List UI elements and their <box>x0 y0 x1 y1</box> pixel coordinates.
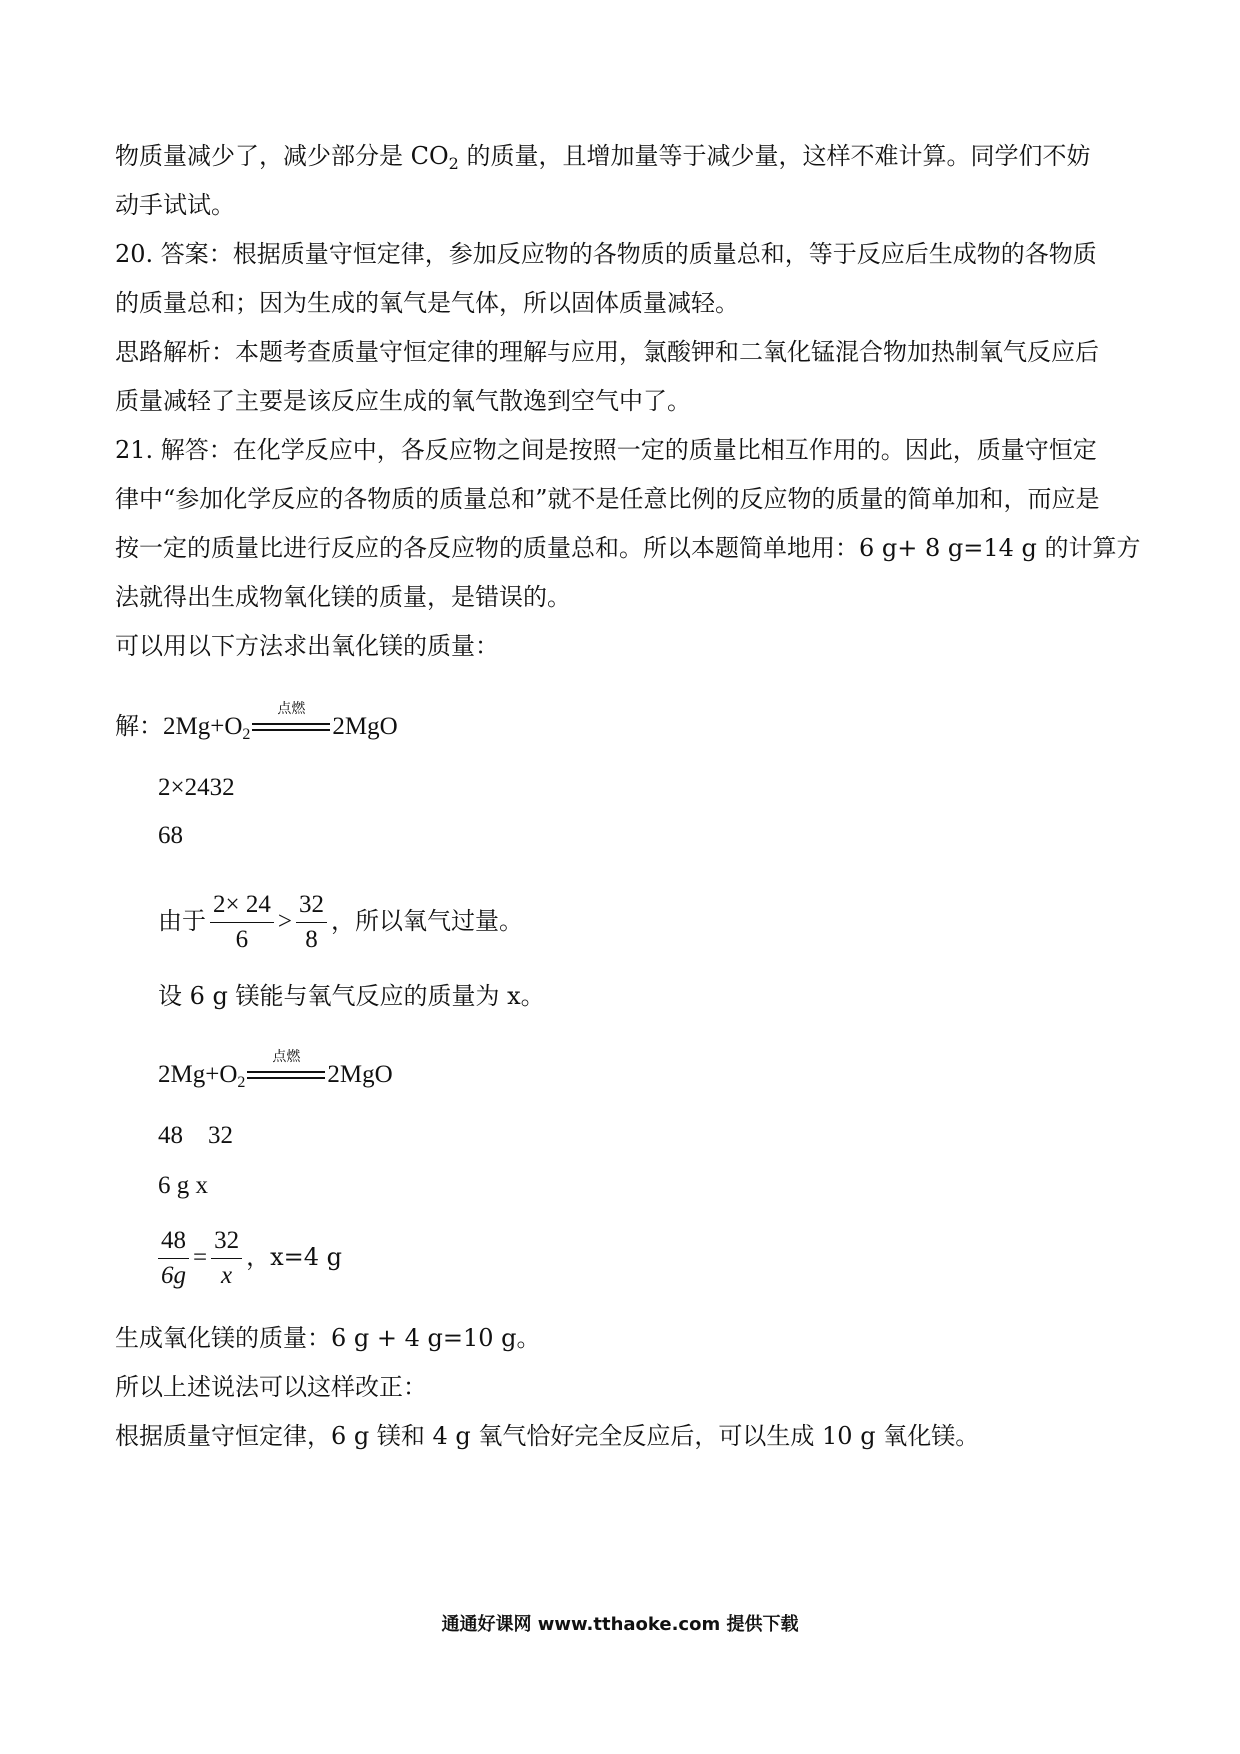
mass-ratio-line: 2×2432 <box>158 774 235 801</box>
proportion-line <box>158 1222 1168 1292</box>
denominator: 6 <box>235 926 249 953</box>
answer-20-line: 的质量总和；因为生成的氧气是气体，所以固体质量减轻。 <box>115 289 739 317</box>
page-footer: 通通好课网 www.tthaoke.com 提供下载 <box>441 1614 799 1635</box>
given-line: 6 g x <box>158 1172 208 1199</box>
answer-21-line: 21. 解答：在化学反应中，各反应物之间是按照一定的质量比相互作用的。因此，质量守恒定 <box>115 436 1097 464</box>
numerator: 32 <box>296 888 327 923</box>
greater-than-sign: > <box>277 908 292 935</box>
fraction <box>210 888 274 957</box>
text-span: 物质量减少了，减少部分是 CO <box>115 142 449 170</box>
conclusion-line: 根据质量守恒定律，6 g 镁和 4 g 氧气恰好完全反应后，可以生成 10 g 氧化镁。 <box>115 1422 980 1450</box>
numerator: 48 <box>158 1224 189 1259</box>
analysis-line: 质量减轻了主要是该反应生成的氧气散逸到空气中了。 <box>115 387 691 415</box>
denominator: 8 <box>305 926 318 953</box>
correction-line: 所以上述说法可以这样改正： <box>115 1373 427 1401</box>
chemical-equation <box>158 1048 1168 1097</box>
numerator: 2× 24 <box>210 888 274 923</box>
reaction-arrow <box>247 1048 325 1089</box>
chemical-equation <box>115 700 1125 749</box>
paragraph-line <box>115 142 1125 178</box>
assumption-line: 设 6 g 镁能与氧气反应的质量为 x。 <box>158 982 545 1010</box>
subscript: 2 <box>237 1074 246 1091</box>
subscript: 2 <box>242 726 251 743</box>
paragraph-line: 动手试试。 <box>115 191 235 219</box>
equation-right: 2MgO <box>332 713 398 740</box>
equation-right: 2MgO <box>327 1061 393 1088</box>
text-span: 的质量，且增加量等于减少量，这样不难计算。同学们不妨 <box>458 142 1091 170</box>
analysis-line: 思路解析：本题考查质量守恒定律的理解与应用，氯酸钾和二氧化锰混合物加热制氧气反应后 <box>115 338 1099 366</box>
answer-21-line: 律中“参加化学反应的各物质的质量总和”就不是任意比例的反应物的质量的简单加和，而应是 <box>115 485 1100 513</box>
numerator: 32 <box>211 1224 242 1259</box>
fraction <box>211 1224 242 1293</box>
equation-left: 2Mg+O <box>158 1061 238 1088</box>
equation-left: 2Mg+O <box>163 713 243 740</box>
comparison-line <box>158 886 1168 956</box>
denominator: 6g <box>161 1262 186 1289</box>
mass-ratio-line: 48 32 <box>158 1122 233 1149</box>
mass-ratio-line: 68 <box>158 822 183 849</box>
answer-21-line: 法就得出生成物氧化镁的质量，是错误的。 <box>115 583 571 611</box>
solution-prefix: 解： <box>115 712 163 740</box>
denominator: x <box>221 1262 233 1289</box>
product-mass-line: 生成氧化镁的质量：6 g + 4 g=10 g。 <box>115 1324 541 1352</box>
result-text: ，x=4 g <box>246 1243 343 1271</box>
reaction-condition: 点燃 <box>277 700 306 717</box>
equals-sign: = <box>193 1244 208 1271</box>
answer-20-line: 20. 答案：根据质量守恒定律，参加反应物的各物质的质量总和，等于反应后生成物的各物质 <box>115 240 1097 268</box>
text-span: 由于 <box>158 907 206 935</box>
answer-21-line: 可以用以下方法求出氧化镁的质量： <box>115 632 499 660</box>
fraction <box>296 888 327 957</box>
subscript: 2 <box>448 154 459 173</box>
text-span: ，所以氧气过量。 <box>330 907 523 935</box>
fraction <box>158 1224 189 1293</box>
answer-21-line: 按一定的质量比进行反应的各反应物的质量总和。所以本题简单地用：6 g+ 8 g=14 g 的计算方 <box>115 534 1141 562</box>
reaction-condition: 点燃 <box>272 1048 301 1065</box>
reaction-arrow <box>252 700 330 741</box>
